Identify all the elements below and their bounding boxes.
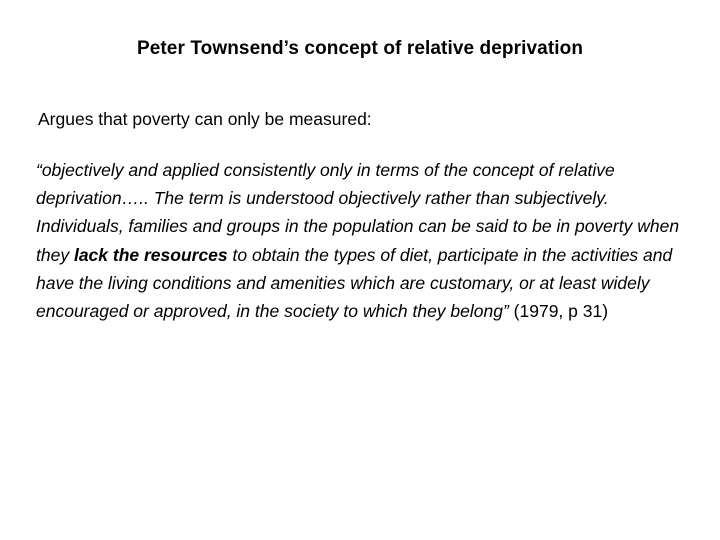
lead-line: Argues that poverty can only be measured:: [38, 109, 372, 129]
page-title: Peter Townsend’s concept of relative deprivation: [136, 38, 584, 59]
quote-part-one: “objectively and applied consistently only in terms of the concept of relative deprivation….. The term is understood objectively rather than subjectively. Individuals, families and groups in the population can be said to be in poverty when they: [36, 159, 680, 265]
quote-citation: (1979, p 31): [513, 301, 609, 322]
slide-body: [36, 108, 684, 326]
quote-part-two: to obtain the types of diet, participate in the activities and have the living conditions and amenities which are customary, or at least widely encouraged or approved, in the society to which they belong”: [36, 244, 673, 322]
quote-emphasis: lack the resources: [73, 244, 228, 265]
quotation-paragraph: [36, 156, 684, 326]
